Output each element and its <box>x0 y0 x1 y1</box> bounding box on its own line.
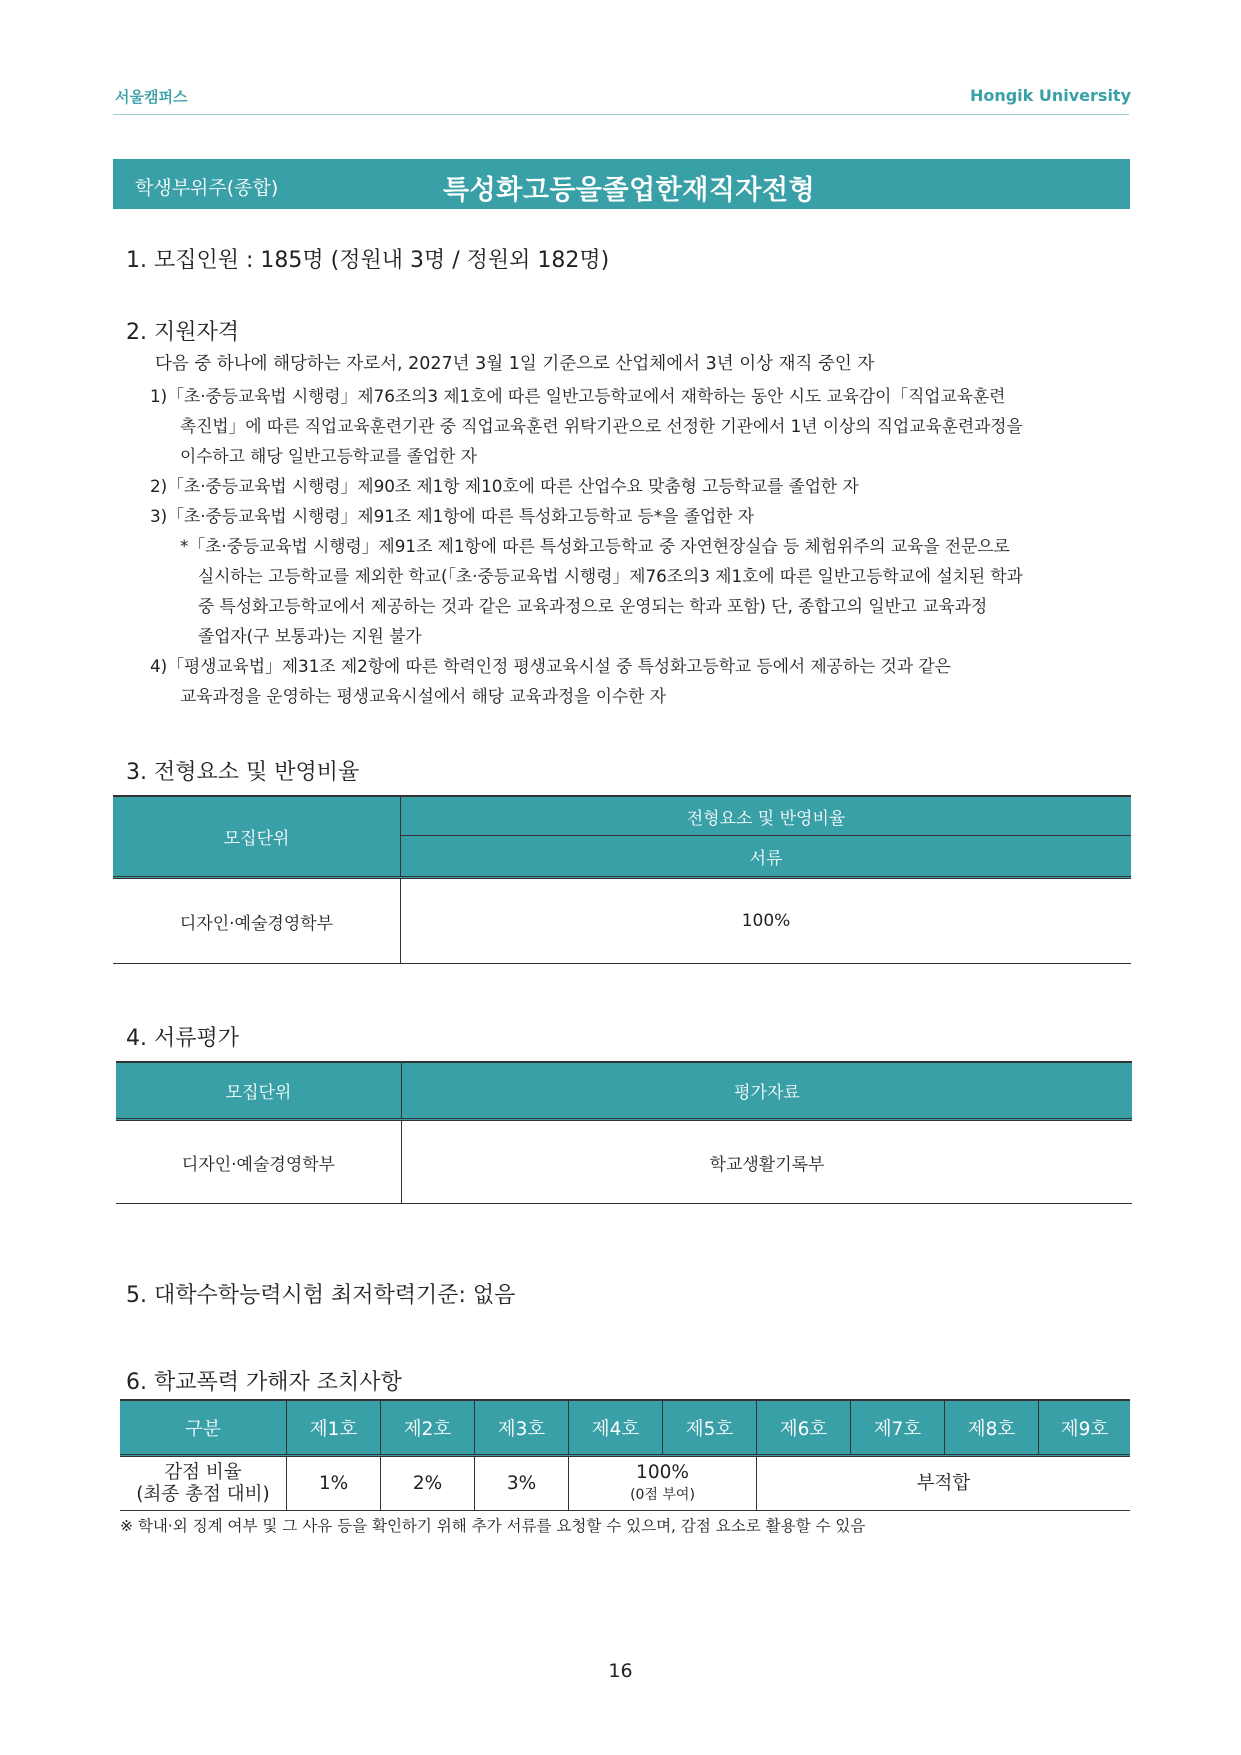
section-6-heading: 6. 학교폭력 가해자 조치사항 <box>126 1370 402 1395</box>
selection-ratio-table <box>113 795 1131 964</box>
table-header: 모집단위 <box>116 1062 402 1120</box>
eligibility-list <box>150 381 1023 711</box>
list-item: 졸업자(구 보통과)는 지원 불가 <box>198 626 422 646</box>
list-item: *「초·중등교육법 시행령」제91조 제1항에 따른 특성화고등학교 중 자연현장실습 등 체험위주의 교육을 전문으로 <box>180 536 1010 556</box>
table-cell: 부적합 <box>757 1456 1131 1511</box>
table-cell: 3% <box>475 1456 569 1511</box>
table-cell: 디자인·예술경영학부 <box>116 1120 402 1204</box>
table-header: 제4호 <box>569 1400 663 1456</box>
list-item: 1)「초·중등교육법 시행령」제76조의3 제1호에 따른 일반고등학교에서 재학하는 동안 시도 교육감이「직업교육훈련 <box>150 386 1006 406</box>
banner-category: 학생부위주(종합) <box>135 177 279 199</box>
table-cell: 100% <box>401 878 1132 964</box>
document-evaluation-table <box>116 1061 1132 1204</box>
table-header: 모집단위 <box>113 796 401 878</box>
section-5-csat: 5. 대학수학능력시험 최저학력기준: 없음 <box>126 1283 516 1308</box>
table-cell: 학교생활기록부 <box>402 1120 1133 1204</box>
table-header: 제7호 <box>851 1400 945 1456</box>
list-item: 촉진법」에 따른 직업교육훈련기관 중 직업교육훈련 위탁기관으로 선정한 기관에서 1년 이상의 직업교육훈련과정을 <box>180 416 1023 436</box>
table-cell: 2% <box>381 1456 475 1511</box>
table-header: 전형요소 및 반영비율 <box>401 796 1132 836</box>
table-header: 제1호 <box>287 1400 381 1456</box>
table-header: 구분 <box>120 1400 287 1456</box>
list-item: 3)「초·중등교육법 시행령」제91조 제1항에 따른 특성화고등학교 등*을 졸업한 자 <box>150 506 754 526</box>
section-1-quota: 1. 모집인원 : 185명 (정원내 3명 / 정원외 182명) <box>126 248 610 273</box>
section-2-heading: 2. 지원자격 <box>126 320 239 345</box>
school-violence-table <box>120 1399 1130 1511</box>
list-item: 이수하고 해당 일반고등학교를 졸업한 자 <box>180 446 477 466</box>
header-campus: 서울캠퍼스 <box>115 88 188 106</box>
row-label: 감점 비율 (최종 총점 대비) <box>120 1456 287 1511</box>
title-banner <box>113 159 1130 209</box>
eligibility-intro: 다음 중 하나에 해당하는 자로서, 2027년 3월 1일 기준으로 산업체에서 3년 이상 재직 중인 자 <box>155 354 875 374</box>
section-4-heading: 4. 서류평가 <box>126 1026 239 1051</box>
table-header: 제2호 <box>381 1400 475 1456</box>
list-item: 실시하는 고등학교를 제외한 학교(「초·중등교육법 시행령」제76조의3 제1호에 따른 일반고등학교에 설치된 학과 <box>198 566 1023 586</box>
table-cell: 1% <box>287 1456 381 1511</box>
table-header: 제9호 <box>1039 1400 1131 1456</box>
list-item: 2)「초·중등교육법 시행령」제90조 제1항 제10호에 따른 산업수요 맞춤형 고등학교를 졸업한 자 <box>150 476 859 496</box>
list-item: 중 특성화고등학교에서 제공하는 것과 같은 교육과정으로 운영되는 학과 포함) 단, 종합고의 일반고 교육과정 <box>198 596 988 616</box>
table-header: 제8호 <box>945 1400 1039 1456</box>
table-header: 제5호 <box>663 1400 757 1456</box>
banner-title: 특성화고등을졸업한재직자전형 <box>443 175 816 206</box>
header-university: Hongik University <box>969 86 1131 105</box>
page-number: 16 <box>608 1660 633 1682</box>
table-cell: 100% (0점 부여) <box>569 1456 757 1511</box>
header-divider <box>113 114 1129 115</box>
footnote: ※ 학내·외 징계 여부 및 그 사유 등을 확인하기 위해 추가 서류를 요청할 수 있으며, 감점 요소로 활용할 수 있음 <box>120 1517 866 1535</box>
table-header: 제3호 <box>475 1400 569 1456</box>
table-header: 제6호 <box>757 1400 851 1456</box>
table-header: 서류 <box>401 836 1132 878</box>
section-3-heading: 3. 전형요소 및 반영비율 <box>126 760 360 785</box>
list-item: 4)「평생교육법」제31조 제2항에 따른 학력인정 평생교육시설 중 특성화고등학교 등에서 제공하는 것과 같은 <box>150 656 951 676</box>
table-header: 평가자료 <box>402 1062 1133 1120</box>
list-item: 교육과정을 운영하는 평생교육시설에서 해당 교육과정을 이수한 자 <box>180 686 666 706</box>
table-cell: 디자인·예술경영학부 <box>113 878 401 964</box>
